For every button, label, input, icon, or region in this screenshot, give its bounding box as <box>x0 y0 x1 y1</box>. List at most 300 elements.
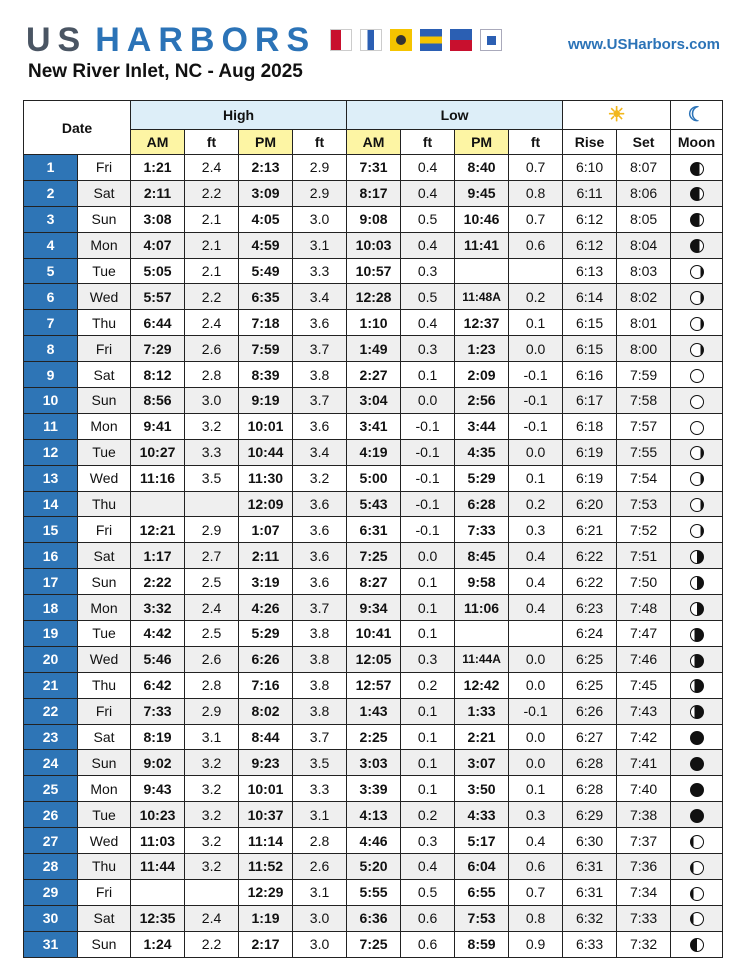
table-row <box>24 905 723 931</box>
low-am-height: 0.4 <box>401 155 455 181</box>
sunrise-time: 6:28 <box>563 776 617 802</box>
low-pm-height: -0.1 <box>509 698 563 724</box>
low-am-height: 0.0 <box>401 543 455 569</box>
day-number: 17 <box>24 569 78 595</box>
sunset-time: 7:48 <box>617 595 671 621</box>
day-of-week: Thu <box>78 491 131 517</box>
low-pm-time: 3:44 <box>455 413 509 439</box>
low-am-height: 0.1 <box>401 750 455 776</box>
sunrise-time: 6:31 <box>563 879 617 905</box>
low-am-height: 0.0 <box>401 388 455 414</box>
waxing-crescent-r-moon-icon <box>690 265 704 279</box>
low-am-height: -0.1 <box>401 439 455 465</box>
low-pm-time: 3:07 <box>455 750 509 776</box>
table-row <box>24 724 723 750</box>
sunset-time: 7:33 <box>617 905 671 931</box>
day-of-week: Tue <box>78 621 131 647</box>
low-pm-time: 10:46 <box>455 206 509 232</box>
low-pm-time: 5:17 <box>455 828 509 854</box>
day-number: 27 <box>24 828 78 854</box>
high-am-height: 2.9 <box>185 698 239 724</box>
high-pm-height: 3.8 <box>293 362 347 388</box>
sunset-time: 7:36 <box>617 854 671 880</box>
last-quarter-moon-icon <box>690 550 704 564</box>
waning-crescent-moon-icon <box>690 446 704 460</box>
high-pm-height: 3.1 <box>293 802 347 828</box>
day-number: 26 <box>24 802 78 828</box>
moon-phase-cell <box>671 931 723 957</box>
low-pm-time: 8:40 <box>455 155 509 181</box>
sunrise-time: 6:17 <box>563 388 617 414</box>
sunrise-time: 6:18 <box>563 413 617 439</box>
high-pm-time: 7:16 <box>239 672 293 698</box>
sunrise-time: 6:16 <box>563 362 617 388</box>
low-am-height: 0.1 <box>401 776 455 802</box>
waxing-crescent-r-moon-icon <box>690 317 704 331</box>
website-link[interactable]: www.USHarbors.com <box>568 36 720 53</box>
sunset-time: 8:06 <box>617 180 671 206</box>
sunrise-time: 6:19 <box>563 439 617 465</box>
sunset-time: 8:07 <box>617 155 671 181</box>
low-pm-height: 0.4 <box>509 828 563 854</box>
sunrise-time: 6:25 <box>563 646 617 672</box>
high-am-time: 5:05 <box>131 258 185 284</box>
day-number: 25 <box>24 776 78 802</box>
high-pm-height: 3.0 <box>293 206 347 232</box>
low-pm-time: 11:44A <box>455 646 509 672</box>
moon-phase-cell <box>671 465 723 491</box>
high-am-height: 2.2 <box>185 284 239 310</box>
high-am-time: 3:08 <box>131 206 185 232</box>
low-am-time: 12:05 <box>347 646 401 672</box>
low-pm-time: 7:33 <box>455 517 509 543</box>
moon-phase-cell <box>671 750 723 776</box>
table-row <box>24 776 723 802</box>
sunset-header: Set <box>617 130 671 155</box>
moon-phase-cell <box>671 569 723 595</box>
high-pm-height: 3.1 <box>293 879 347 905</box>
moon-phase-cell <box>671 828 723 854</box>
day-of-week: Fri <box>78 698 131 724</box>
day-of-week: Wed <box>78 284 131 310</box>
table-row <box>24 206 723 232</box>
high-pm-time: 8:39 <box>239 362 293 388</box>
low-am-height: 0.2 <box>401 672 455 698</box>
low-pm-time: 3:50 <box>455 776 509 802</box>
table-row <box>24 336 723 362</box>
sunrise-time: 6:13 <box>563 258 617 284</box>
waxing-crescent-moon-icon <box>690 912 704 926</box>
high-pm-time: 2:11 <box>239 543 293 569</box>
day-of-week: Thu <box>78 310 131 336</box>
waning-gibbous-moon-icon <box>690 679 704 693</box>
table-row <box>24 931 723 957</box>
day-of-week: Thu <box>78 854 131 880</box>
high-header: High <box>131 101 347 130</box>
moon-phase-cell <box>671 362 723 388</box>
low-am-height: 0.1 <box>401 362 455 388</box>
high-pm-time: 9:19 <box>239 388 293 414</box>
high-pm-time: 8:44 <box>239 724 293 750</box>
moon-phase-cell <box>671 388 723 414</box>
table-row <box>24 491 723 517</box>
moon-phase-cell <box>671 180 723 206</box>
high-am-height: 2.6 <box>185 336 239 362</box>
tide-table-body <box>24 155 723 958</box>
sunrise-time: 6:15 <box>563 336 617 362</box>
full-moon-icon <box>690 421 704 435</box>
day-of-week: Wed <box>78 646 131 672</box>
sunset-time: 7:41 <box>617 750 671 776</box>
low-pm-time: 6:55 <box>455 879 509 905</box>
low-am-time: 10:57 <box>347 258 401 284</box>
low-pm-time: 11:41 <box>455 232 509 258</box>
high-am-time: 8:12 <box>131 362 185 388</box>
low-pm-height: 0.3 <box>509 802 563 828</box>
low-am-height: -0.1 <box>401 413 455 439</box>
low-am-time: 3:04 <box>347 388 401 414</box>
low-pm-height: 0.7 <box>509 155 563 181</box>
flag-a-icon <box>360 29 382 51</box>
high-am-height <box>185 491 239 517</box>
low-am-height: 0.2 <box>401 802 455 828</box>
high-pm-time: 4:59 <box>239 232 293 258</box>
high-am-height <box>185 879 239 905</box>
low-am-height: 0.6 <box>401 931 455 957</box>
moon-phase-cell <box>671 284 723 310</box>
sunrise-time: 6:22 <box>563 569 617 595</box>
day-of-week: Sat <box>78 362 131 388</box>
high-pm-height: 2.9 <box>293 180 347 206</box>
table-row <box>24 828 723 854</box>
low-am-time: 3:39 <box>347 776 401 802</box>
sunrise-time: 6:26 <box>563 698 617 724</box>
high-am-height: 3.2 <box>185 413 239 439</box>
sunset-time: 7:34 <box>617 879 671 905</box>
low-pm-time: 8:45 <box>455 543 509 569</box>
waxing-crescent-moon-icon <box>690 887 704 901</box>
day-of-week: Thu <box>78 672 131 698</box>
sunrise-time: 6:31 <box>563 854 617 880</box>
high-am-height: 2.5 <box>185 621 239 647</box>
waxing-gibbous-moon-icon <box>690 187 704 201</box>
high-am-time: 4:42 <box>131 621 185 647</box>
sun-icon: ☀ <box>607 104 626 126</box>
flag-h-icon <box>330 29 352 51</box>
sunset-time: 7:32 <box>617 931 671 957</box>
high-pm-height: 3.0 <box>293 905 347 931</box>
day-number: 21 <box>24 672 78 698</box>
sunrise-time: 6:12 <box>563 206 617 232</box>
high-pm-height: 3.4 <box>293 284 347 310</box>
waxing-crescent-moon-icon <box>690 835 704 849</box>
low-am-time: 4:13 <box>347 802 401 828</box>
sunrise-time: 6:11 <box>563 180 617 206</box>
high-pm-height: 3.7 <box>293 724 347 750</box>
high-am-height: 2.7 <box>185 543 239 569</box>
low-header: Low <box>347 101 563 130</box>
high-am-height: 2.8 <box>185 672 239 698</box>
high-pm-height: 2.6 <box>293 854 347 880</box>
moon-phase-cell <box>671 776 723 802</box>
high-am-height: 3.0 <box>185 388 239 414</box>
table-row <box>24 672 723 698</box>
sunrise-time: 6:32 <box>563 905 617 931</box>
high-pm-height: 3.0 <box>293 931 347 957</box>
table-row <box>24 854 723 880</box>
low-pm-time: 5:29 <box>455 465 509 491</box>
high-pm-time: 6:26 <box>239 646 293 672</box>
day-number: 14 <box>24 491 78 517</box>
low-am-time: 8:27 <box>347 569 401 595</box>
moon-phase-cell <box>671 491 723 517</box>
high-am-time: 11:16 <box>131 465 185 491</box>
sunrise-time: 6:30 <box>563 828 617 854</box>
low-am-height: 0.5 <box>401 284 455 310</box>
moon-phase-cell <box>671 413 723 439</box>
sunrise-time: 6:28 <box>563 750 617 776</box>
low-pm-time: 11:06 <box>455 595 509 621</box>
sunset-time: 8:05 <box>617 206 671 232</box>
low-am-time: 9:08 <box>347 206 401 232</box>
low-am-height: 0.6 <box>401 905 455 931</box>
moon-phase-cell <box>671 258 723 284</box>
day-number: 23 <box>24 724 78 750</box>
low-am-height: 0.5 <box>401 879 455 905</box>
waxing-gibbous-moon-icon <box>690 162 704 176</box>
low-pm-time: 7:53 <box>455 905 509 931</box>
day-number: 1 <box>24 155 78 181</box>
table-row <box>24 621 723 647</box>
full-moon-icon <box>690 395 704 409</box>
low-pm-time <box>455 258 509 284</box>
day-of-week: Mon <box>78 413 131 439</box>
table-row <box>24 310 723 336</box>
table-row <box>24 439 723 465</box>
high-pm-time: 6:35 <box>239 284 293 310</box>
day-of-week: Wed <box>78 465 131 491</box>
moon-phase-cell <box>671 155 723 181</box>
day-of-week: Sun <box>78 206 131 232</box>
high-am-height: 2.4 <box>185 310 239 336</box>
low-am-height: 0.4 <box>401 310 455 336</box>
low-pm-time: 6:28 <box>455 491 509 517</box>
moon-phase-cell <box>671 879 723 905</box>
sunset-time: 7:54 <box>617 465 671 491</box>
low-pm-height: 0.4 <box>509 569 563 595</box>
day-of-week: Mon <box>78 232 131 258</box>
low-pm-time: 2:21 <box>455 724 509 750</box>
day-number: 11 <box>24 413 78 439</box>
moon-phase-cell <box>671 646 723 672</box>
low-pm-height: 0.4 <box>509 595 563 621</box>
sunset-time: 7:58 <box>617 388 671 414</box>
high-pm-height: 3.8 <box>293 621 347 647</box>
waning-gibbous-moon-icon <box>690 654 704 668</box>
waning-gibbous-moon-icon <box>690 628 704 642</box>
day-of-week: Fri <box>78 879 131 905</box>
low-am-time: 5:00 <box>347 465 401 491</box>
day-number: 20 <box>24 646 78 672</box>
sunrise-time: 6:24 <box>563 621 617 647</box>
low-pm-height: -0.1 <box>509 388 563 414</box>
high-pm-time: 4:26 <box>239 595 293 621</box>
high-am-time: 10:23 <box>131 802 185 828</box>
sunset-time: 8:00 <box>617 336 671 362</box>
high-pm-height: 3.8 <box>293 646 347 672</box>
table-row <box>24 595 723 621</box>
low-pm-height: 0.1 <box>509 465 563 491</box>
high-am-time: 7:33 <box>131 698 185 724</box>
page-header <box>0 0 734 100</box>
low-pm-time: 11:48A <box>455 284 509 310</box>
high-pm-height: 3.6 <box>293 569 347 595</box>
day-of-week: Sat <box>78 543 131 569</box>
day-number: 5 <box>24 258 78 284</box>
sunset-time: 8:04 <box>617 232 671 258</box>
high-am-time: 12:35 <box>131 905 185 931</box>
table-row <box>24 879 723 905</box>
high-pm-time: 2:13 <box>239 155 293 181</box>
low-pm-height: 0.9 <box>509 931 563 957</box>
waning-crescent-moon-icon <box>690 524 704 538</box>
table-row <box>24 413 723 439</box>
low-pm-height: 0.0 <box>509 724 563 750</box>
low-am-height: 0.5 <box>401 206 455 232</box>
moon-phase-cell <box>671 672 723 698</box>
low-am-time: 8:17 <box>347 180 401 206</box>
moon-phase-cell <box>671 724 723 750</box>
high-am-height: 2.6 <box>185 646 239 672</box>
sunset-time: 8:03 <box>617 258 671 284</box>
low-pm-header: PM <box>455 130 509 155</box>
sunset-time: 7:52 <box>617 517 671 543</box>
day-number: 30 <box>24 905 78 931</box>
high-pm-height: 3.7 <box>293 336 347 362</box>
low-am-time: 5:20 <box>347 854 401 880</box>
low-am-height: 0.3 <box>401 828 455 854</box>
day-number: 2 <box>24 180 78 206</box>
low-am-time: 12:57 <box>347 672 401 698</box>
high-pm-height: 2.9 <box>293 155 347 181</box>
day-of-week: Sun <box>78 569 131 595</box>
high-am-height: 2.2 <box>185 931 239 957</box>
low-am-time: 2:27 <box>347 362 401 388</box>
high-am-time: 5:46 <box>131 646 185 672</box>
high-pm-time: 5:29 <box>239 621 293 647</box>
sunset-time: 7:50 <box>617 569 671 595</box>
day-number: 13 <box>24 465 78 491</box>
day-of-week: Sun <box>78 750 131 776</box>
day-number: 18 <box>24 595 78 621</box>
table-row <box>24 362 723 388</box>
high-am-time: 1:21 <box>131 155 185 181</box>
high-am-height: 3.2 <box>185 828 239 854</box>
low-pm-time: 8:59 <box>455 931 509 957</box>
low-am-height: -0.1 <box>401 491 455 517</box>
high-pm-height: 3.3 <box>293 776 347 802</box>
low-pm-ft-header: ft <box>509 130 563 155</box>
high-am-height: 2.4 <box>185 595 239 621</box>
low-am-time: 4:19 <box>347 439 401 465</box>
moon-phase-cell <box>671 854 723 880</box>
table-row <box>24 543 723 569</box>
low-am-height: 0.3 <box>401 258 455 284</box>
low-am-height: 0.1 <box>401 698 455 724</box>
low-am-time: 7:31 <box>347 155 401 181</box>
moon-phase-cell <box>671 802 723 828</box>
low-pm-height <box>509 621 563 647</box>
day-of-week: Sat <box>78 180 131 206</box>
high-pm-height: 3.8 <box>293 698 347 724</box>
high-pm-height: 3.2 <box>293 465 347 491</box>
new-moon-icon <box>690 757 704 771</box>
high-am-time: 9:02 <box>131 750 185 776</box>
low-pm-height: 0.8 <box>509 180 563 206</box>
high-pm-time: 1:19 <box>239 905 293 931</box>
low-am-time: 3:41 <box>347 413 401 439</box>
low-am-height: 0.1 <box>401 621 455 647</box>
day-number: 28 <box>24 854 78 880</box>
table-row <box>24 802 723 828</box>
low-am-time: 12:28 <box>347 284 401 310</box>
low-pm-height: 0.1 <box>509 310 563 336</box>
crescent-moon-icon: ☾ <box>687 104 706 126</box>
high-pm-time: 8:02 <box>239 698 293 724</box>
low-am-time: 10:41 <box>347 621 401 647</box>
high-am-height: 3.2 <box>185 854 239 880</box>
high-am-time: 12:21 <box>131 517 185 543</box>
low-pm-time: 1:23 <box>455 336 509 362</box>
ushabors-logo[interactable] <box>26 22 316 58</box>
high-am-height: 3.1 <box>185 724 239 750</box>
high-pm-time: 4:05 <box>239 206 293 232</box>
sunrise-time: 6:27 <box>563 724 617 750</box>
high-am-height: 3.5 <box>185 465 239 491</box>
sunset-time: 7:38 <box>617 802 671 828</box>
high-pm-ft-header: ft <box>293 130 347 155</box>
day-of-week: Mon <box>78 595 131 621</box>
sunrise-time: 6:12 <box>563 232 617 258</box>
low-pm-height: 0.4 <box>509 543 563 569</box>
low-pm-height: 0.2 <box>509 491 563 517</box>
low-pm-time: 6:04 <box>455 854 509 880</box>
low-pm-time: 4:35 <box>455 439 509 465</box>
new-moon-icon <box>690 783 704 797</box>
high-am-time: 3:32 <box>131 595 185 621</box>
day-number: 3 <box>24 206 78 232</box>
high-pm-header: PM <box>239 130 293 155</box>
high-pm-height: 3.7 <box>293 388 347 414</box>
low-pm-height: -0.1 <box>509 413 563 439</box>
sunrise-time: 6:33 <box>563 931 617 957</box>
day-number: 12 <box>24 439 78 465</box>
day-of-week: Tue <box>78 802 131 828</box>
day-of-week: Tue <box>78 439 131 465</box>
day-of-week: Tue <box>78 258 131 284</box>
low-am-time: 2:25 <box>347 724 401 750</box>
flag-b-icon <box>420 29 442 51</box>
day-number: 15 <box>24 517 78 543</box>
low-pm-height: 0.6 <box>509 854 563 880</box>
high-am-time: 1:17 <box>131 543 185 569</box>
sunrise-time: 6:25 <box>563 672 617 698</box>
high-pm-time: 7:18 <box>239 310 293 336</box>
low-pm-height: 0.0 <box>509 646 563 672</box>
high-am-height: 2.5 <box>185 569 239 595</box>
moon-phase-cell <box>671 310 723 336</box>
first-quarter-moon-icon <box>690 938 704 952</box>
